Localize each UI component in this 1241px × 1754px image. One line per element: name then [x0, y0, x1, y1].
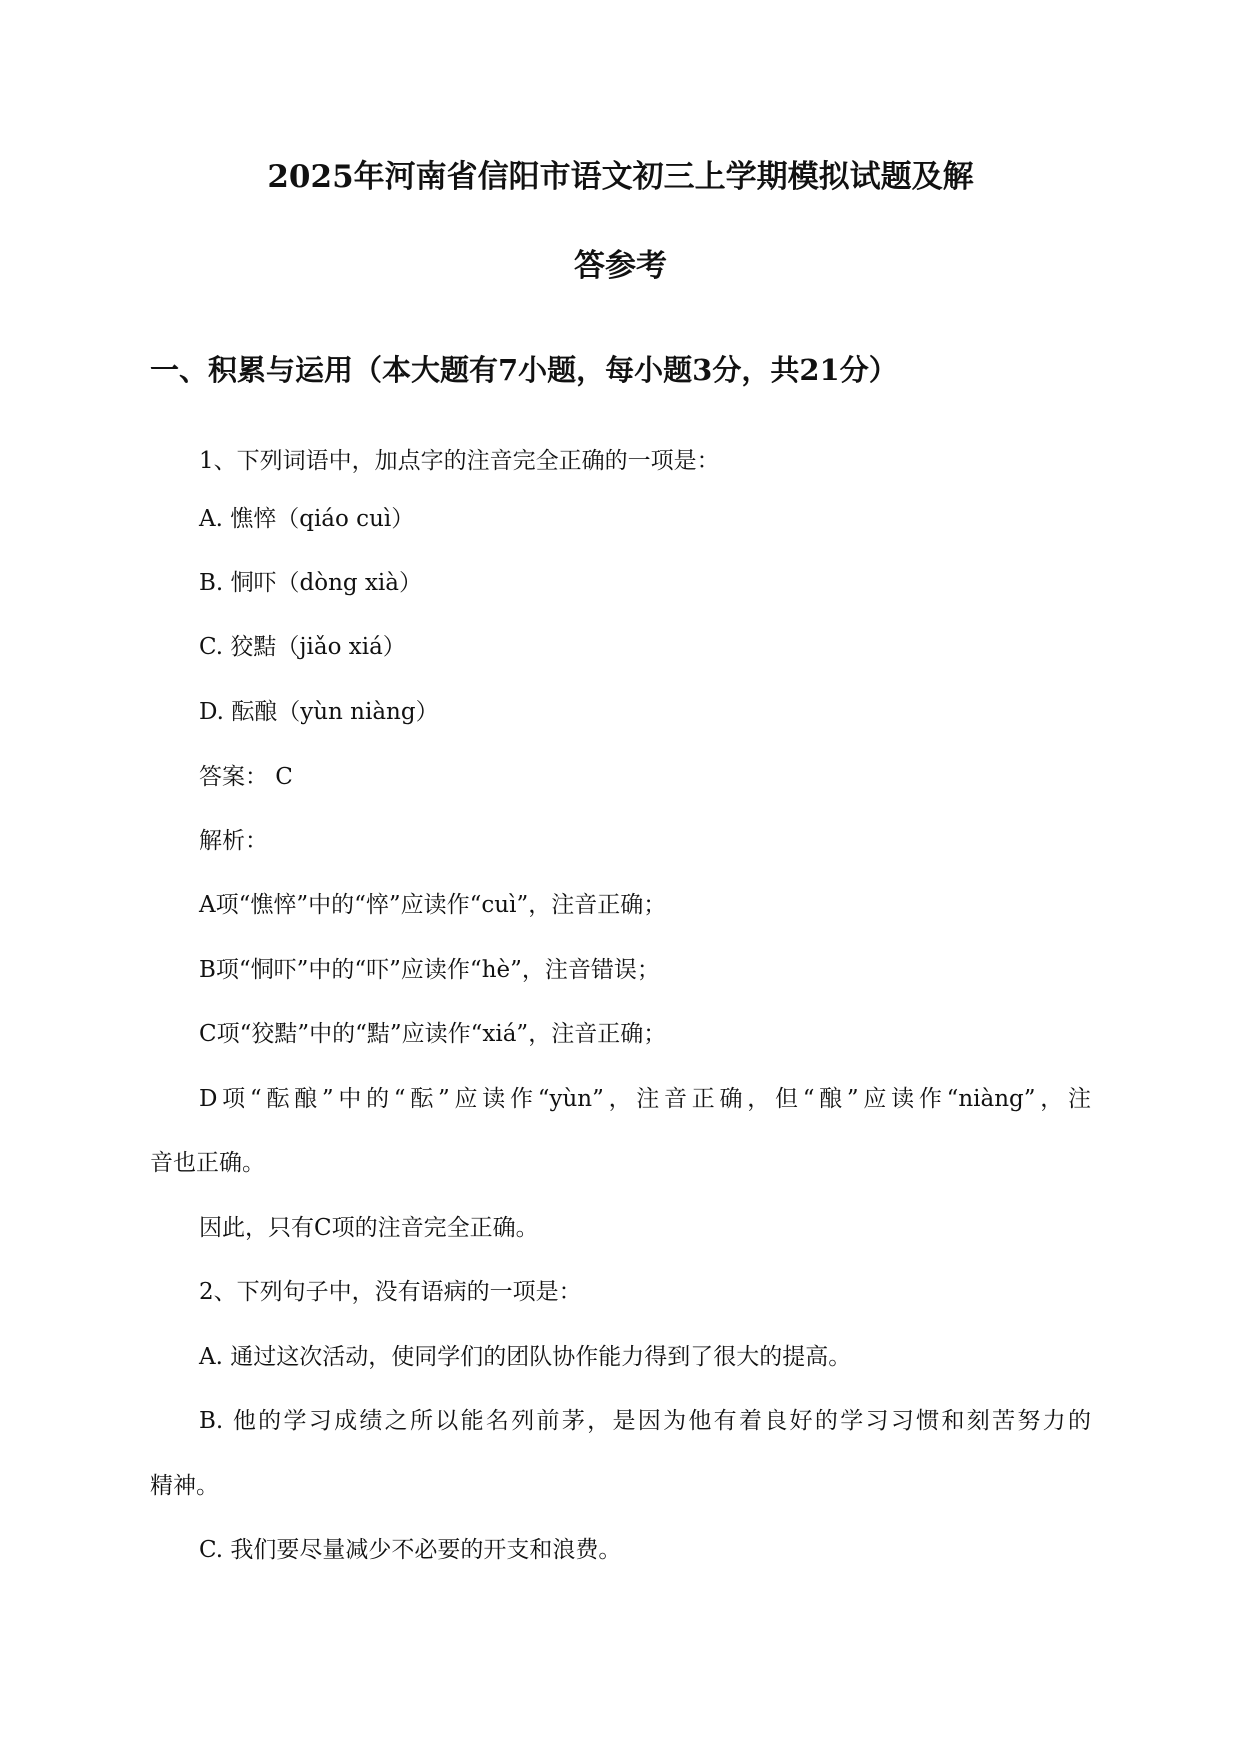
question-1-option-c: C. 狡黠（jiǎo xiá） — [199, 634, 406, 660]
question-1-analysis-d-continued: 音也正确。 — [150, 1150, 265, 1176]
question-1-option-b: B. 恫吓（dòng xià） — [199, 570, 422, 596]
question-1-answer: 答案： C — [199, 764, 293, 790]
question-2-stem: 2、下列句子中，没有语病的一项是： — [199, 1279, 582, 1305]
question-1-option-d: D. 酝酿（yùn niàng） — [199, 699, 439, 725]
page-title-line-2: 答参考 — [574, 248, 667, 284]
question-2-option-a: A. 通过这次活动，使同学们的团队协作能力得到了很大的提高。 — [199, 1344, 852, 1370]
question-1-stem: 1、下列词语中，加点字的注音完全正确的一项是： — [199, 448, 720, 474]
page-title-line-1: 2025年河南省信阳市语文初三上学期模拟试题及解 — [267, 159, 974, 195]
question-2-option-b: B. 他的学习成绩之所以能名列前茅，是因为他有着良好的学习习惯和刻苦努力的 — [199, 1408, 1091, 1434]
question-1-conclusion: 因此，只有C项的注音完全正确。 — [199, 1215, 539, 1241]
section-heading: 一、积累与运用（本大题有7小题，每小题3分，共21分） — [150, 353, 898, 387]
question-2-option-b-continued: 精神。 — [150, 1473, 219, 1499]
question-1-analysis-d: D项“酝酿”中的“酝”应读作“yùn”，注音正确，但“酿”应读作“niàng”，注 — [199, 1086, 1091, 1112]
question-1-option-a: A. 憔悴（qiáo cuì） — [199, 506, 415, 532]
question-1-analysis-label: 解析： — [199, 828, 268, 854]
question-1-analysis-c: C项“狡黠”中的“黠”应读作“xiá”，注音正确； — [199, 1021, 667, 1047]
question-1-analysis-a: A项“憔悴”中的“悴”应读作“cuì”，注音正确； — [199, 892, 667, 918]
question-2-option-c: C. 我们要尽量减少不必要的开支和浪费。 — [199, 1537, 622, 1563]
question-1-analysis-b: B项“恫吓”中的“吓”应读作“hè”，注音错误； — [199, 957, 660, 983]
